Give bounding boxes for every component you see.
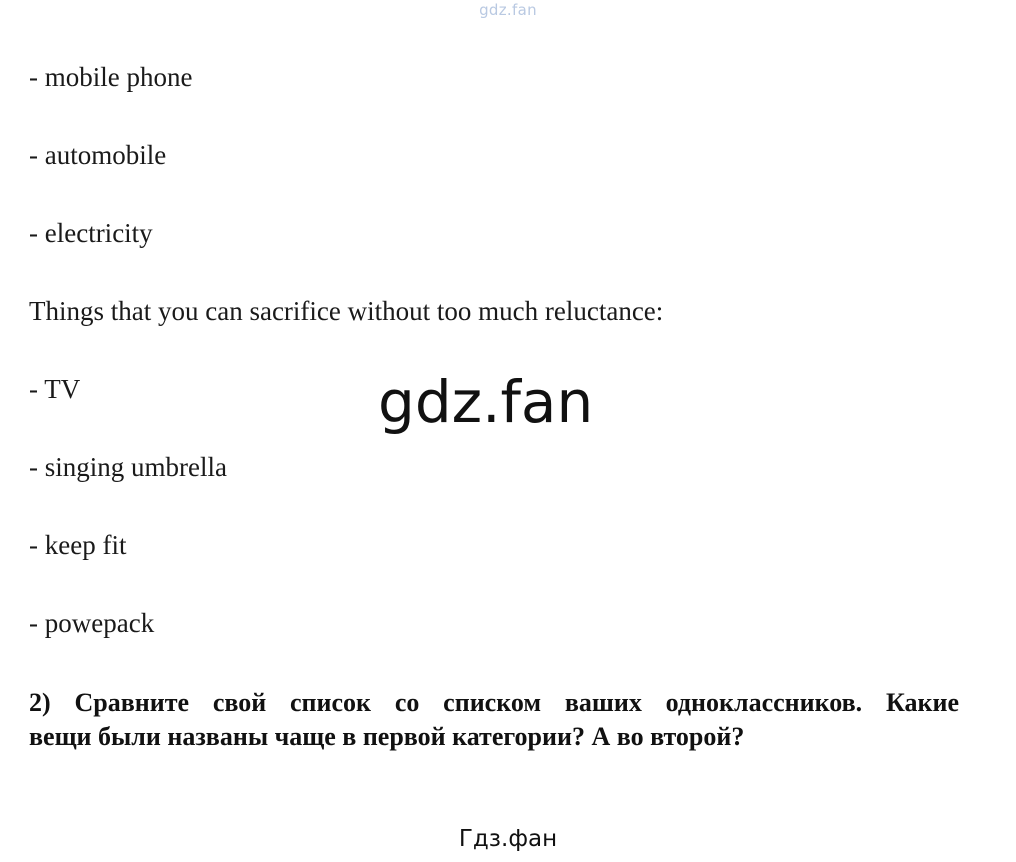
- question-line-1: 2) Сравните свой список со списком ваших одноклассников. Какие: [29, 688, 959, 717]
- sacrifice-heading: Things that you can sacrifice without too much reluctance:: [29, 296, 664, 326]
- footer-watermark: Гдз.фан: [458, 826, 558, 852]
- list-item-powepack: - powepack: [29, 608, 155, 638]
- list-item-mobile-phone: - mobile phone: [29, 62, 193, 92]
- list-item-automobile: - automobile: [29, 140, 167, 170]
- question-block: [29, 686, 959, 754]
- question-line-2: вещи были названы чаще в первой категории? А во второй?: [29, 722, 745, 751]
- watermark-top: gdz.fan: [479, 1, 537, 19]
- list-item-tv: - TV: [29, 374, 81, 404]
- watermark-center: gdz.fan: [378, 368, 594, 436]
- list-item-electricity: - electricity: [29, 218, 153, 248]
- list-item-keep-fit: - keep fit: [29, 530, 127, 560]
- list-item-singing-umbrella: - singing umbrella: [29, 452, 227, 482]
